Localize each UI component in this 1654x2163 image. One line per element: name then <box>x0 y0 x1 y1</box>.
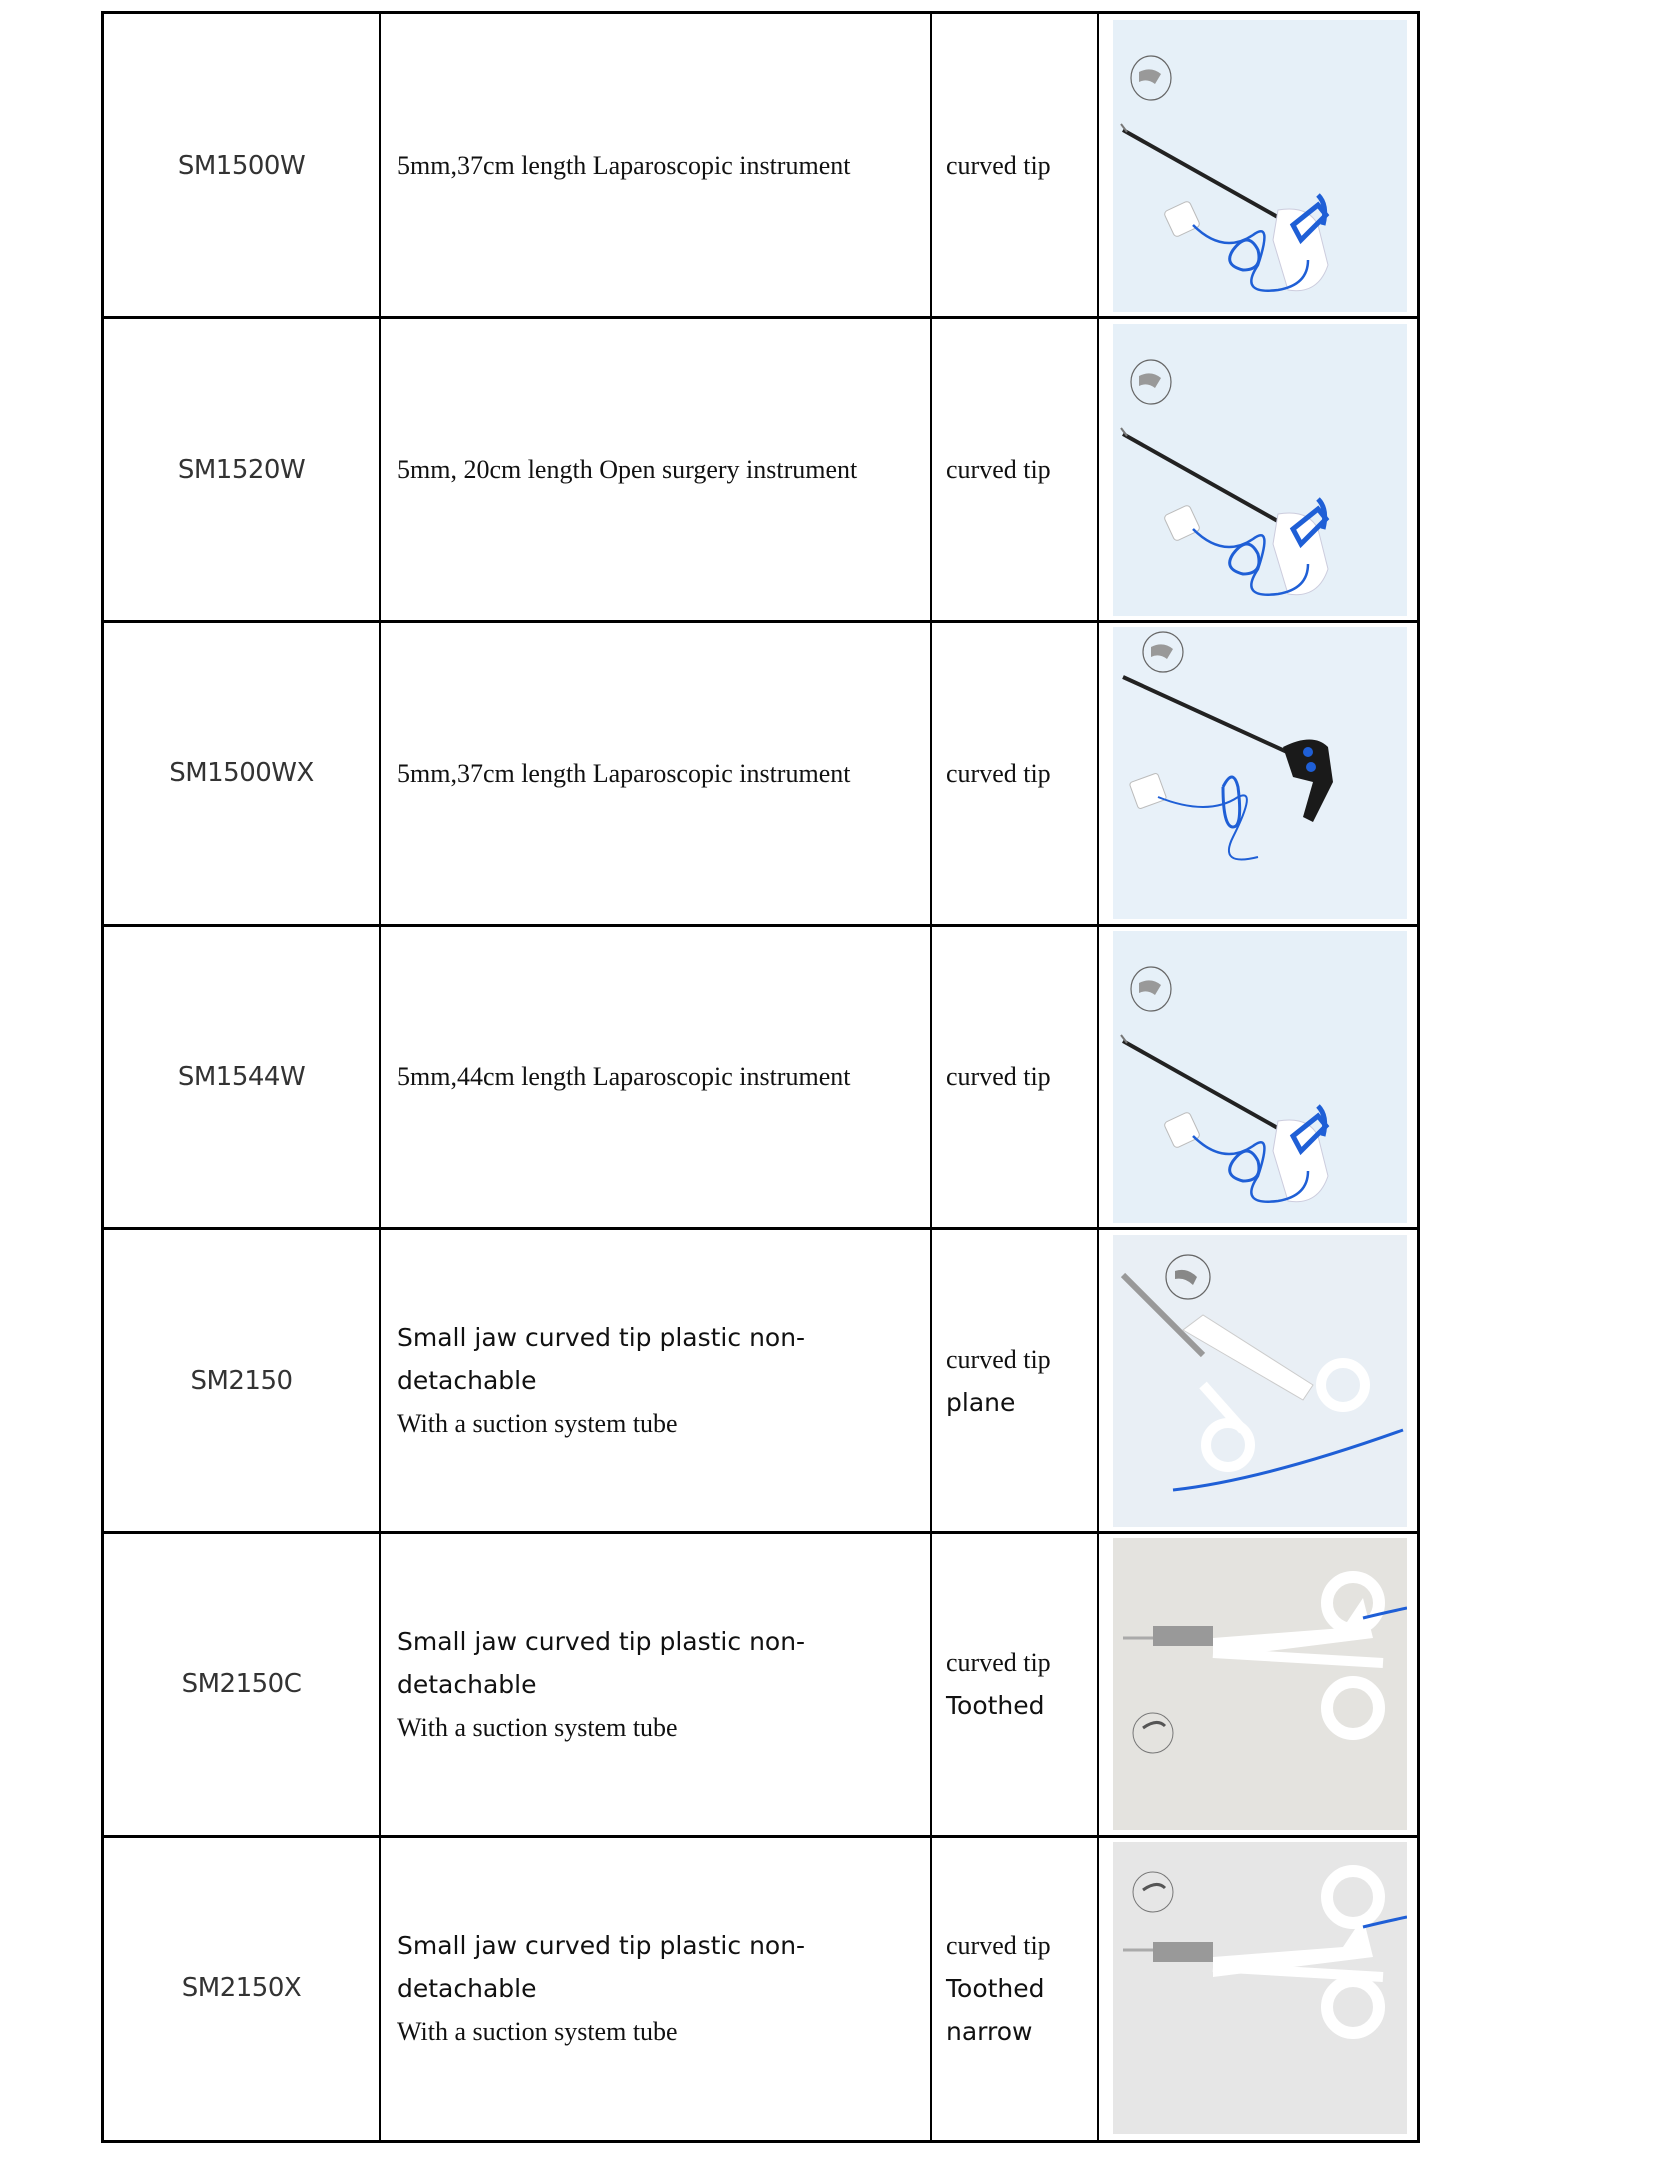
open-surgery-instrument-white-blue-photo <box>1113 324 1407 616</box>
tip-line: Toothed <box>946 1691 1045 1721</box>
image-cell <box>1099 14 1420 318</box>
scissor-handle-toothed-narrow-photo <box>1113 1842 1407 2134</box>
tip-cell <box>932 318 1097 622</box>
model-code: SM2150C <box>181 1669 302 1700</box>
tip-text <box>946 144 1051 187</box>
description-text <box>397 144 850 187</box>
model-cell <box>104 925 379 1229</box>
table-row <box>104 621 1417 925</box>
instrument-illustration <box>1113 931 1407 1223</box>
tip-text <box>946 1055 1051 1098</box>
description-line: 5mm,37cm length Laparoscopic instrument <box>397 758 851 788</box>
tip-text <box>946 448 1051 491</box>
description-cell <box>381 318 930 622</box>
table-row <box>104 318 1417 622</box>
description-cell <box>381 925 930 1229</box>
model-code: SM1544W <box>177 1061 306 1092</box>
description-line: With a suction system tube <box>397 1712 678 1742</box>
description-cell <box>381 1836 930 2140</box>
description-cell <box>381 1229 930 1533</box>
column-divider <box>1097 14 1099 2140</box>
tip-text <box>946 1338 1051 1424</box>
laparoscopic-instrument-white-blue-photo <box>1113 20 1407 312</box>
tip-line: curved tip <box>946 1648 1051 1678</box>
tip-line: curved tip <box>946 1062 1051 1092</box>
description-cell <box>381 1533 930 1837</box>
tip-cell <box>932 14 1097 318</box>
tip-line: narrow <box>946 2016 1033 2046</box>
row-divider <box>104 620 1417 623</box>
description-line: Small jaw curved tip plastic non- <box>397 1626 806 1656</box>
description-line: With a suction system tube <box>397 2016 678 2046</box>
table-row <box>104 1836 1417 2140</box>
instrument-illustration <box>1113 1842 1407 2134</box>
tip-text <box>946 1641 1051 1727</box>
table-row <box>104 1533 1417 1837</box>
image-cell <box>1099 318 1420 622</box>
model-code: SM1500WX <box>169 758 314 789</box>
description-line: detachable <box>397 1669 537 1699</box>
table-row <box>104 14 1417 318</box>
column-divider <box>379 14 381 2140</box>
description-line: 5mm,37cm length Laparoscopic instrument <box>397 151 851 181</box>
description-text <box>397 1316 805 1445</box>
instrument-illustration <box>1113 1538 1407 1830</box>
table-row <box>104 1229 1417 1533</box>
laparoscopic-instrument-black-handle-photo <box>1113 627 1407 919</box>
description-text <box>397 1620 805 1749</box>
tip-text <box>946 1924 1051 2053</box>
tip-line: plane <box>946 1387 1016 1417</box>
description-cell <box>381 14 930 318</box>
tip-cell <box>932 925 1097 1229</box>
tip-cell <box>932 1836 1097 2140</box>
image-cell <box>1099 925 1420 1229</box>
tip-line: curved tip <box>946 455 1051 485</box>
row-divider <box>104 1227 1417 1230</box>
row-divider <box>104 316 1417 319</box>
description-line: With a suction system tube <box>397 1409 678 1439</box>
laparoscopic-instrument-44cm-photo <box>1113 931 1407 1223</box>
model-code: SM2150X <box>181 1973 302 2004</box>
description-text <box>397 1924 805 2053</box>
description-line: 5mm,44cm length Laparoscopic instrument <box>397 1062 851 1092</box>
description-text <box>397 752 850 795</box>
tip-line: curved tip <box>946 758 1051 788</box>
product-table <box>101 11 1420 2143</box>
tip-cell <box>932 1229 1097 1533</box>
row-divider <box>104 1835 1417 1838</box>
description-line: Small jaw curved tip plastic non- <box>397 1323 806 1353</box>
model-cell <box>104 1229 379 1533</box>
tip-cell <box>932 1533 1097 1837</box>
description-cell <box>381 621 930 925</box>
instrument-illustration <box>1113 324 1407 616</box>
model-code: SM1520W <box>177 454 306 485</box>
scissor-handle-instrument-blue-cable-photo <box>1113 1235 1407 1527</box>
image-cell <box>1099 1229 1420 1533</box>
model-cell <box>104 1533 379 1837</box>
image-cell <box>1099 1836 1420 2140</box>
description-text <box>397 1055 850 1098</box>
image-cell <box>1099 621 1420 925</box>
description-line: 5mm, 20cm length Open surgery instrument <box>397 455 858 485</box>
model-cell <box>104 14 379 318</box>
tip-line: curved tip <box>946 1344 1051 1374</box>
tip-line: Toothed <box>946 1973 1045 2003</box>
model-cell <box>104 621 379 925</box>
model-cell <box>104 1836 379 2140</box>
instrument-illustration <box>1113 627 1407 919</box>
description-line: detachable <box>397 1366 537 1396</box>
row-divider <box>104 1531 1417 1534</box>
tip-cell <box>932 621 1097 925</box>
tip-text <box>946 752 1051 795</box>
instrument-illustration <box>1113 20 1407 312</box>
column-divider <box>930 14 932 2140</box>
table-row <box>104 925 1417 1229</box>
model-code: SM1500W <box>177 150 306 181</box>
description-line: detachable <box>397 1973 537 2003</box>
instrument-illustration <box>1113 1235 1407 1527</box>
description-line: Small jaw curved tip plastic non- <box>397 1930 806 1960</box>
tip-line: curved tip <box>946 151 1051 181</box>
model-code: SM2150 <box>190 1365 293 1396</box>
scissor-handle-toothed-photo <box>1113 1538 1407 1830</box>
tip-line: curved tip <box>946 1930 1051 1960</box>
model-cell <box>104 318 379 622</box>
image-cell <box>1099 1533 1420 1837</box>
description-text <box>397 448 857 491</box>
row-divider <box>104 924 1417 927</box>
